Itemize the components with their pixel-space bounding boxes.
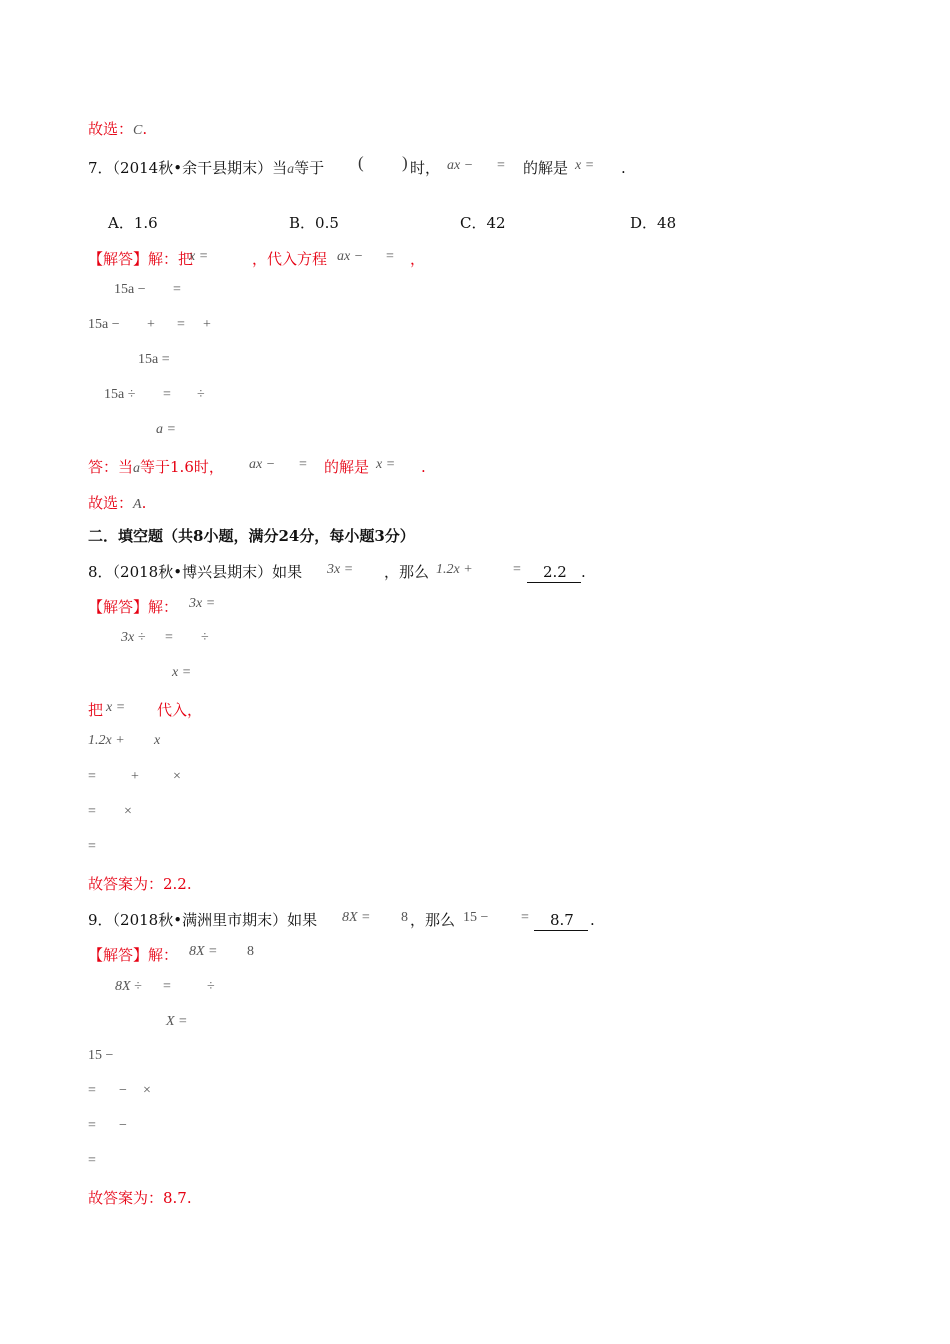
sol8-step-2: 3x ÷: [121, 630, 146, 645]
sol9-expr-3-minus: −: [119, 1118, 127, 1133]
sol8-step-1: 3x =: [189, 596, 216, 611]
sol8-sub-text: 把: [88, 701, 104, 719]
sol9-final: 故答案为：8.7.: [88, 1189, 192, 1207]
q7-left-paren: (: [358, 153, 364, 172]
question-9: 9．（2018秋•满洲里市期末）如果: [88, 911, 318, 929]
sol8-final: 故答案为：2.2.: [88, 875, 192, 893]
q7-end-period: .: [621, 159, 626, 177]
q7-text-solution-is: 的解是: [523, 159, 569, 177]
sol8-sub-text-2: 代入，: [157, 701, 203, 719]
sol7-equation-left: ax −: [337, 249, 364, 264]
sol7-answer-period: .: [421, 458, 426, 476]
sol8-expr-2-times: ×: [173, 769, 181, 784]
q9-text-then: ，那么: [410, 911, 456, 929]
sol9-expr-1: 15 −: [88, 1048, 114, 1063]
sol9-expr-4: =: [88, 1153, 96, 1168]
sol8-expr-3: =: [88, 804, 96, 819]
option-a: A．1.6: [108, 214, 158, 232]
option-b: B．0.5: [289, 214, 339, 232]
sol7-comma: ，: [410, 250, 426, 268]
sol7-step-4: 15a ÷: [104, 387, 136, 402]
option-d: D．48: [630, 214, 677, 232]
sol8-expr-2-plus: +: [131, 769, 139, 784]
sol7-step-1-equals: =: [173, 282, 181, 297]
sol7-into-equation: ，代入方程: [252, 250, 328, 268]
q8-expression: 1.2x +: [436, 562, 473, 577]
sol9-expr-2-times: ×: [143, 1083, 151, 1098]
q9-equation-value: 8: [401, 910, 408, 925]
sol7-step-2-equals: =: [177, 317, 185, 332]
sol9-step-1-value: 8: [247, 944, 254, 959]
sol8-expr-4: =: [88, 839, 96, 854]
q8-text-then: ，那么: [384, 563, 430, 581]
sol8-expr-1-var: x: [154, 733, 161, 748]
sol9-expr-2-minus: −: [119, 1083, 127, 1098]
sol7-step-4-divide: ÷: [197, 387, 205, 402]
q7-solution: x =: [575, 158, 595, 173]
sol7-answer-equation: ax −: [249, 457, 276, 472]
q9-end-period: .: [590, 911, 595, 929]
sol9-head: 【解答】解：: [88, 946, 179, 964]
sol7-answer-solution-is: 的解是: [324, 458, 370, 476]
q9-expression: 15 −: [463, 910, 489, 925]
q9-answer-blank: 8.7: [534, 910, 588, 931]
option-c: C．42: [460, 214, 506, 232]
sol8-sub-equation: x =: [106, 700, 126, 715]
question-7: 7．（2014秋•余干县期末）当a等于: [88, 159, 325, 177]
sol9-step-2: 8X ÷: [115, 979, 142, 994]
q7-equation-equals: =: [497, 158, 505, 173]
sol7-step-2: 15a −: [88, 317, 120, 332]
q7-right-paren: ): [402, 153, 408, 172]
sol7-head: 【解答】解：把: [88, 250, 194, 268]
sol7-step-5: a =: [156, 422, 176, 437]
sol9-step-1: 8X =: [189, 944, 218, 959]
sol7-answer: 答：当a等于1.6时，: [88, 458, 224, 476]
sol7-step-2-plus: +: [147, 317, 155, 332]
sol7-choice: 故选：A.: [88, 494, 147, 512]
sol9-step-3: X =: [166, 1014, 188, 1029]
sol9-step-2-divide: ÷: [207, 979, 215, 994]
q9-equals: =: [521, 910, 529, 925]
sol7-answer-solution: x =: [376, 457, 396, 472]
sol8-expr-1: 1.2x +: [88, 733, 125, 748]
sol8-expr-2: =: [88, 769, 96, 784]
q7-equation-left: ax −: [447, 158, 474, 173]
sol9-expr-2: =: [88, 1083, 96, 1098]
q8-end-period: .: [581, 563, 586, 581]
sol7-step-3: 15a =: [138, 352, 170, 367]
sol8-expr-3-times: ×: [124, 804, 132, 819]
section-2-title: 二．填空题（共8小题，满分24分，每小题3分）: [88, 527, 415, 545]
question-8: 8．（2018秋•博兴县期末）如果: [88, 563, 303, 581]
sol7-step-1: 15a −: [114, 282, 146, 297]
sol8-step-3: x =: [172, 665, 192, 680]
sol7-step-4-equals: =: [163, 387, 171, 402]
q8-answer-blank: 2.2: [527, 562, 581, 583]
sol9-step-2-equals: =: [163, 979, 171, 994]
sol8-head: 【解答】解：: [88, 598, 179, 616]
sol7-answer-equals: =: [299, 457, 307, 472]
q9-equation: 8X =: [342, 910, 371, 925]
sol8-step-2-divide: ÷: [201, 630, 209, 645]
q8-equals: =: [513, 562, 521, 577]
sol7-step-2-plus-2: +: [203, 317, 211, 332]
q8-equation: 3x =: [327, 562, 354, 577]
sol9-expr-3: =: [88, 1118, 96, 1133]
sol7-substitution: x =: [189, 249, 209, 264]
sol8-step-2-equals: =: [165, 630, 173, 645]
sol7-equation-equals: =: [386, 249, 394, 264]
prev-choice-line: 故选：C.: [88, 120, 148, 138]
q7-text-shi: 时，: [410, 159, 441, 177]
